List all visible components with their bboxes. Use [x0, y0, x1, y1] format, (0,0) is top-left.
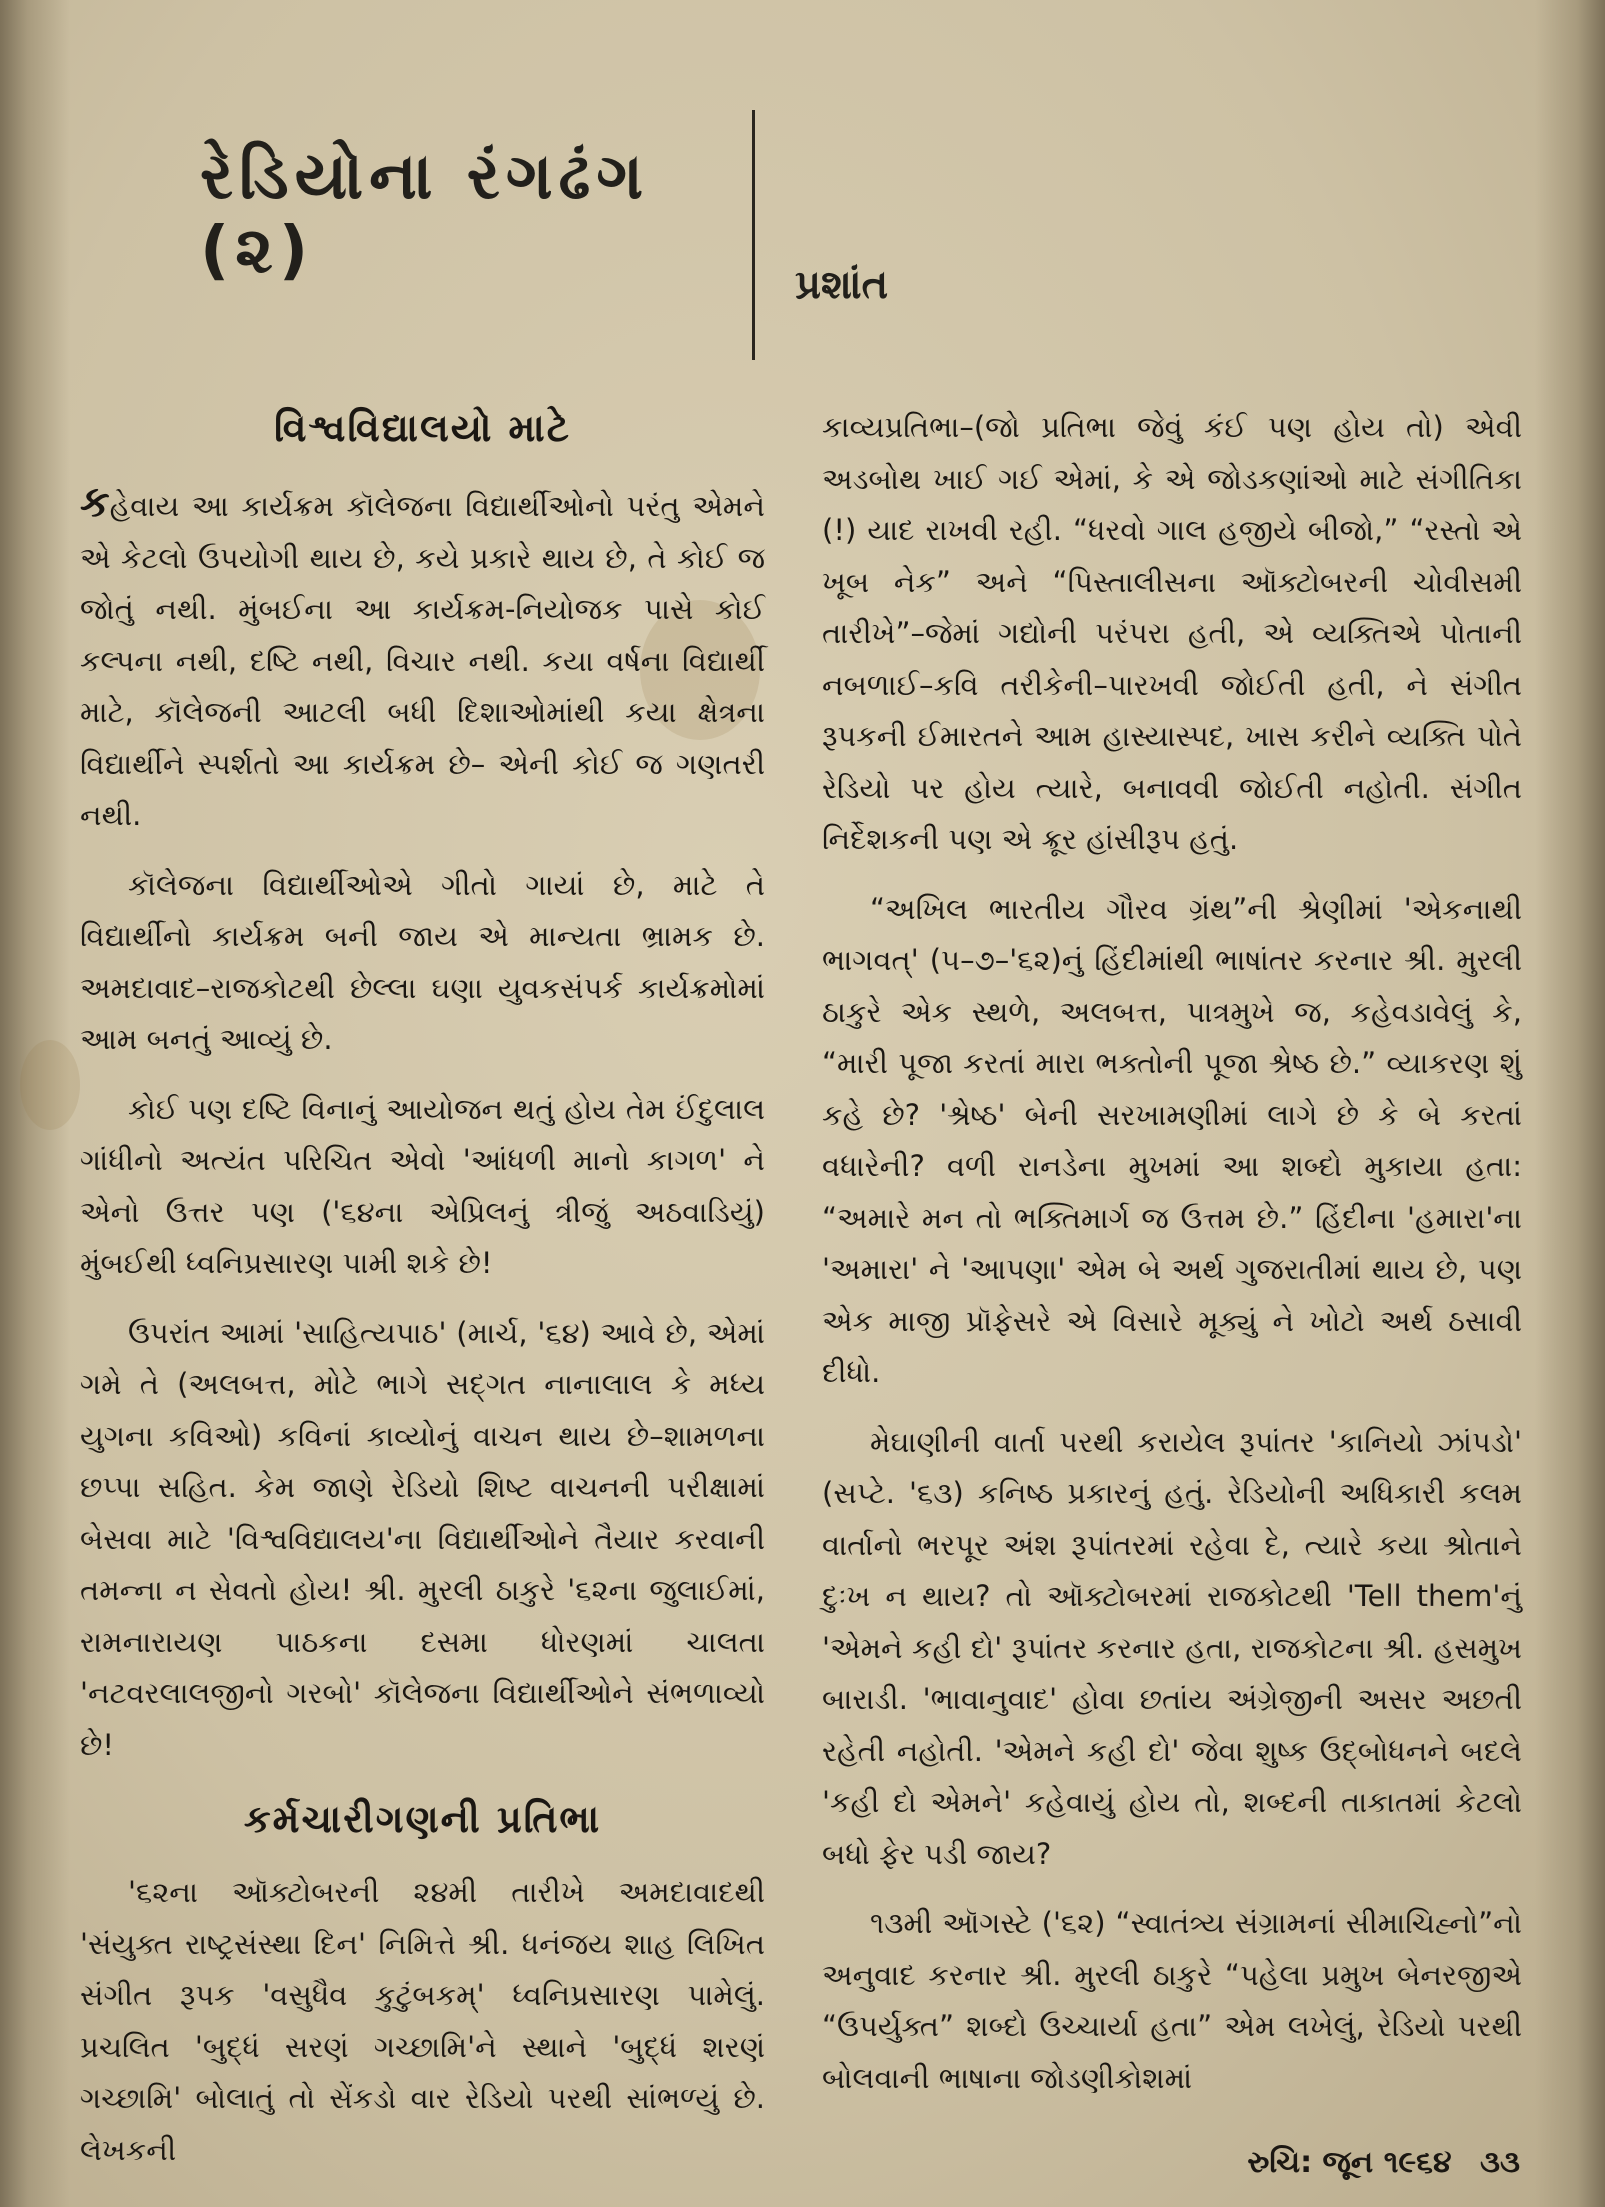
- page-edge-shadow-right: [1535, 0, 1605, 2207]
- paragraph: ઉપરાંત આમાં 'સાહિત્યપાઠ' (માર્ચ, '૬૪) આવે છે, એમાં ગમે તે (અલબત્ત, મોટે ભાગે સદ્‌ગત નાનાલાલ કે મધ્ય યુગના કવિઓ) કવિનાં કાવ્યોનું વાચન થાય છે–શામળના છપ્પા સહિત. કેમ જાણે રેડિયો શિષ્ટ વાચનની પરીક્ષામાં બેસવા માટે 'વિશ્વવિદ્યાલય'ના વિદ્યાર્થીઓને તૈયાર કરવાની તમન્ના ન સેવતો હોય! શ્રી. મુરલી ઠાકુરે '૬૨ના જુલાઈમાં, રામનારાયણ પાઠકના દસમા ધોરણમાં ચાલતા 'નટવરલાલજીનો ગરબો' કૉલેજના વિદ્યાર્થીઓને સંભળાવ્યો છે!: [80, 1315, 765, 1762]
- paragraph: કોઈ પણ દષ્ટિ વિનાનું આયોજન થતું હોય તેમ ઈંદુલાલ ગાંધીનો અત્યંત પરિચિત એવો 'આંધળી માનો કાગળ' ને એનો ઉત્તર પણ ('૬૪ના એપ્રિલનું ત્રીજું અઠવાડિયું) મુંબઈથી ધ્વનિપ્રસારણ પામી શકે છે!: [80, 1091, 765, 1280]
- paragraph: ૧૩મી ઑગસ્ટે ('૬૨) “સ્વાતંત્ર્ય સંગ્રામનાં સીમાચિહ્નો”નો અનુવાદ કરનાર શ્રી. મુરલી ઠાકુરે “પહેલા પ્રમુખ બેનરજીએ “ઉપર્યુક્ત” શબ્દો ઉચ્ચાર્યા હતા” એમ લખેલું, રેડિયો પરથી બોલવાની ભાષાના જોડણીકોશમાં: [822, 1906, 1522, 2095]
- paragraph: કાવ્યપ્રતિભા–(જો પ્રતિભા જેવું કંઈ પણ હોય તો) એવી અડબોથ ખાઈ ગઈ એમાં, કે એ જોડકણાંઓ માટે સંગીતિકા (!) યાદ રાખવી રહી. “ધરવો ગાલ હજીયે બીજો,” “રસ્તો એ ખૂબ નેક” અને “પિસ્તાલીસના ઑક્ટોબરની ચોવીસમી તારીખે”–જેમાં ગદ્યોની પરંપરા હતી, એ વ્યક્તિએ પોતાની નબળાઈ–કવિ તરીકેની–પારખવી જોઈતી હતી, ને સંગીત રૂપકની ઈમારતને આમ હાસ્યાસ્પદ, ખાસ કરીને વ્યક્તિ પોતે રેડિયો પર હોય ત્યારે, બનાવવી જોઈતી નહોતી. સંગીત નિર્દેશકની પણ એ ક્રૂર હાંસીરૂપ હતું.: [822, 410, 1522, 856]
- paragraph-text: હેવાય આ કાર્યક્રમ કૉલેજના વિદ્યાર્થીઓનો પરંતુ એમને એ કેટલો ઉપયોગી થાય છે, કયે પ્રકારે થાય છે, તે કોઈ જ જોતું નથી. મુંબઈના આ કાર્યક્રમ-નિયોજક પાસે કોઈ કલ્પના નથી, દષ્ટિ નથી, વિચાર નથી. કયા વર્ષના વિદ્યાર્થી માટે, કૉલેજની આટલી બધી દિશાઓમાંથી કયા ક્ષેત્રના વિદ્યાર્થીને સ્પર્શતો આ કાર્યક્રમ છે– એની કોઈ જ ગણતરી નથી.: [80, 489, 765, 832]
- paragraph: કૉલેજના વિદ્યાર્થીઓએ ગીતો ગાયાં છે, માટે તે વિદ્યાર્થીનો કાર્યક્રમ બની જાય એ માન્યતા ભ્રામક છે. અમદાવાદ–રાજકોટથી છેલ્લા ઘણા યુવકસંપર્ક કાર્યક્રમોમાં આમ બનતું આવ્યું છે.: [80, 867, 765, 1056]
- paragraph: “અખિલ ભારતીય ગૌરવ ગ્રંથ”ની શ્રેણીમાં 'એકનાથી ભાગવત્' (૫–૭–'૬૨)નું હિંદીમાંથી ભાષાંતર કરનાર શ્રી. મુરલી ઠાકુરે એક સ્થળે, અલબત્ત, પાત્રમુખે જ, કહેવડાવેલું કે, “મારી પૂજા કરતાં મારા ભક્તોની પૂજા શ્રેષ્ઠ છે.” વ્યાકરણ શું કહે છે? 'શ્રેષ્ઠ' બેની સરખામણીમાં લાગે છે કે બે કરતાં વધારેની? વળી રાનડેના મુખમાં આ શબ્દો મુકાયા હતા: “અમારે મન તો ભક્તિમાર્ગ જ ઉત્તમ છે.” હિંદીના 'હમારા'ના 'અમારા' ને 'આપણા' એમ બે અર્થ ગુજરાતીમાં થાય છે, પણ એક માજી પ્રૉફેસરે એ વિસારે મૂક્યું ને ખોટો અર્થ ઠસાવી દીધો.: [822, 891, 1522, 1389]
- left-column: [80, 398, 765, 2194]
- paper-stain: [20, 1040, 80, 1130]
- article-title: રેડિયોના રંગઢંગ (૨): [200, 140, 650, 288]
- paragraph: મેઘાણીની વાર્તા પરથી કરાયેલ રૂપાંતર 'કાનિયો ઝાંપડો' (સપ્ટે. '૬૩) કનિષ્ઠ પ્રકારનું હતું. રેડિયોની અધિકારી કલમ વાર્તાનો ભરપૂર અંશ રૂપાંતરમાં રહેવા દે, ત્યારે કયા શ્રોતાને દુઃખ ન થાય? તો ઑક્ટોબરમાં રાજકોટથી 'Tell them'નું 'એમને કહી દો' રૂપાંતર કરનાર હતા, રાજકોટના શ્રી. હસમુખ બારાડી. 'ભાવાનુવાદ' હોવા છતાંય અંગ્રેજીની અસર અછતી રહેતી નહોતી. 'એમને કહી દો' જેવા શુષ્ક ઉદ્‌બોધનને બદલે 'કહી દો એમને' કહેવાયું હોય તો, શબ્દની તાકાતમાં કેટલો બધો ફેર પડી જાય?: [822, 1424, 1522, 1871]
- section-heading-staff-talent: કર્મચારીગણની પ્રતિભા: [243, 1797, 602, 1841]
- page-number: ૩૩: [1480, 2145, 1520, 2180]
- paragraph: [80, 476, 765, 842]
- page-footer: [1229, 2145, 1520, 2180]
- title-divider-rule: [752, 110, 755, 360]
- right-column: [822, 402, 1522, 2122]
- magazine-issue: રુચિ: જૂન ૧૯૬૪: [1247, 2145, 1452, 2180]
- section-heading-universities: વિશ્વવિદ્યાલયો માટે: [274, 406, 571, 450]
- drop-cap: ક: [80, 477, 110, 526]
- paragraph: '૬૨ના ઑક્ટોબરની ૨૪મી તારીખે અમદાવાદથી 'સંયુક્ત રાષ્ટ્રસંસ્થા દિન' નિમિત્તે શ્રી. ધનંજય શાહ લિખિત સંગીત રૂપક 'વસુધૈવ કુટુંબકમ્' ધ્વનિપ્રસારણ પામેલું. પ્રચલિત 'બુદ્ધં સરણં ગચ્છામિ'ને સ્થાને 'બુદ્ધં શરણં ગચ્છામિ' બોલાતું તો સેંકડો વાર રેડિયો પરથી સાંભળ્યું છે. લેખકની: [80, 1875, 765, 2167]
- article-author: પ્રશાંત: [795, 262, 889, 308]
